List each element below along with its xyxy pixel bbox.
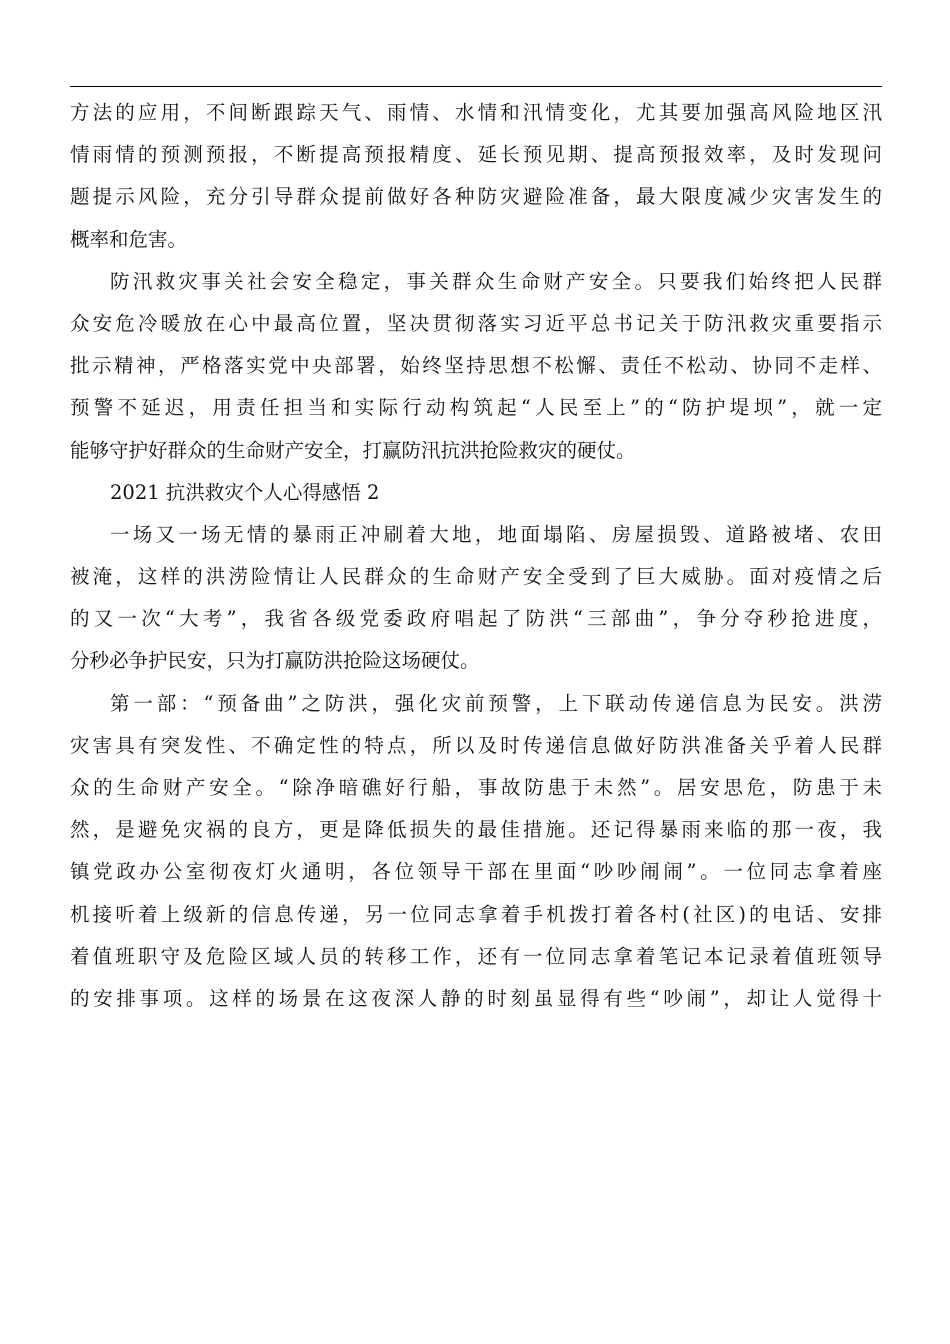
text-line: 被淹，这样的洪涝险情让人民群众的生命财产安全受到了巨大威胁。面对疫情之后	[70, 565, 882, 589]
text-line: 镇党政办公室彻夜灯火通明，各位领导干部在里面“吵吵闹闹”。一位同志拿着座	[70, 860, 882, 884]
text-line: 机接听着上级新的信息传递，另一位同志拿着手机拨打着各村(社区)的电话、安排	[70, 902, 882, 926]
text-line: 然，是避免灾祸的良方，更是降低损失的最佳措施。还记得暴雨来临的那一夜，我	[70, 818, 882, 842]
text-line: 灾害具有突发性、不确定性的特点，所以及时传递信息做好防洪准备关乎着人民群	[70, 733, 882, 757]
text-line: 能够守护好群众的生命财产安全，打赢防汛抗洪抢险救灾的硬仗。	[70, 438, 636, 462]
text-line: 的安排事项。这样的场景在这夜深人静的时刻虽显得有些“吵闹”，却让人觉得十	[70, 986, 882, 1010]
text-line: 批示精神，严格落实党中央部署，始终坚持思想不松懈、责任不松动、协同不走样、	[70, 354, 882, 378]
header-rule	[70, 86, 882, 87]
text-line: 第一部：“预备曲”之防洪，强化灾前预警，上下联动传递信息为民安。洪涝	[110, 691, 882, 715]
text-line: 一场又一场无情的暴雨正冲刷着大地，地面塌陷、房屋损毁、道路被堵、农田	[110, 522, 882, 546]
text-line: 防汛救灾事关社会安全稳定，事关群众生命财产安全。只要我们始终把人民群	[110, 269, 882, 293]
text-line: 题提示风险，充分引导群众提前做好各种防灾避险准备，最大限度减少灾害发生的	[70, 185, 882, 209]
text-line: 众安危冷暖放在心中最高位置，坚决贯彻落实习近平总书记关于防汛救灾重要指示	[70, 311, 882, 335]
text-line: 2021 抗洪救灾个人心得感悟 2	[110, 480, 380, 504]
text-line: 分秒必争护民安，只为打赢防洪抢险这场硬仗。	[70, 649, 480, 673]
document-body	[70, 92, 882, 1020]
text-line: 的又一次“大考”，我省各级党委政府唱起了防洪“三部曲”，争分夺秒抢进度，	[70, 607, 882, 631]
text-line: 方法的应用，不间断跟踪天气、雨情、水情和汛情变化，尤其要加强高风险地区汛	[70, 101, 882, 124]
text-line: 着值班职守及危险区域人员的转移工作，还有一位同志拿着笔记本记录着值班领导	[70, 944, 882, 968]
text-line: 情雨情的预测预报，不断提高预报精度、延长预见期、提高预报效率，及时发现问	[70, 143, 882, 167]
text-line: 众的生命财产安全。“除净暗礁好行船，事故防患于未然”。居安思危，防患于未	[70, 776, 882, 799]
text-line: 预警不延迟，用责任担当和实际行动构筑起“人民至上”的“防护堤坝”，就一定	[70, 396, 882, 420]
text-line: 概率和危害。	[70, 227, 188, 251]
